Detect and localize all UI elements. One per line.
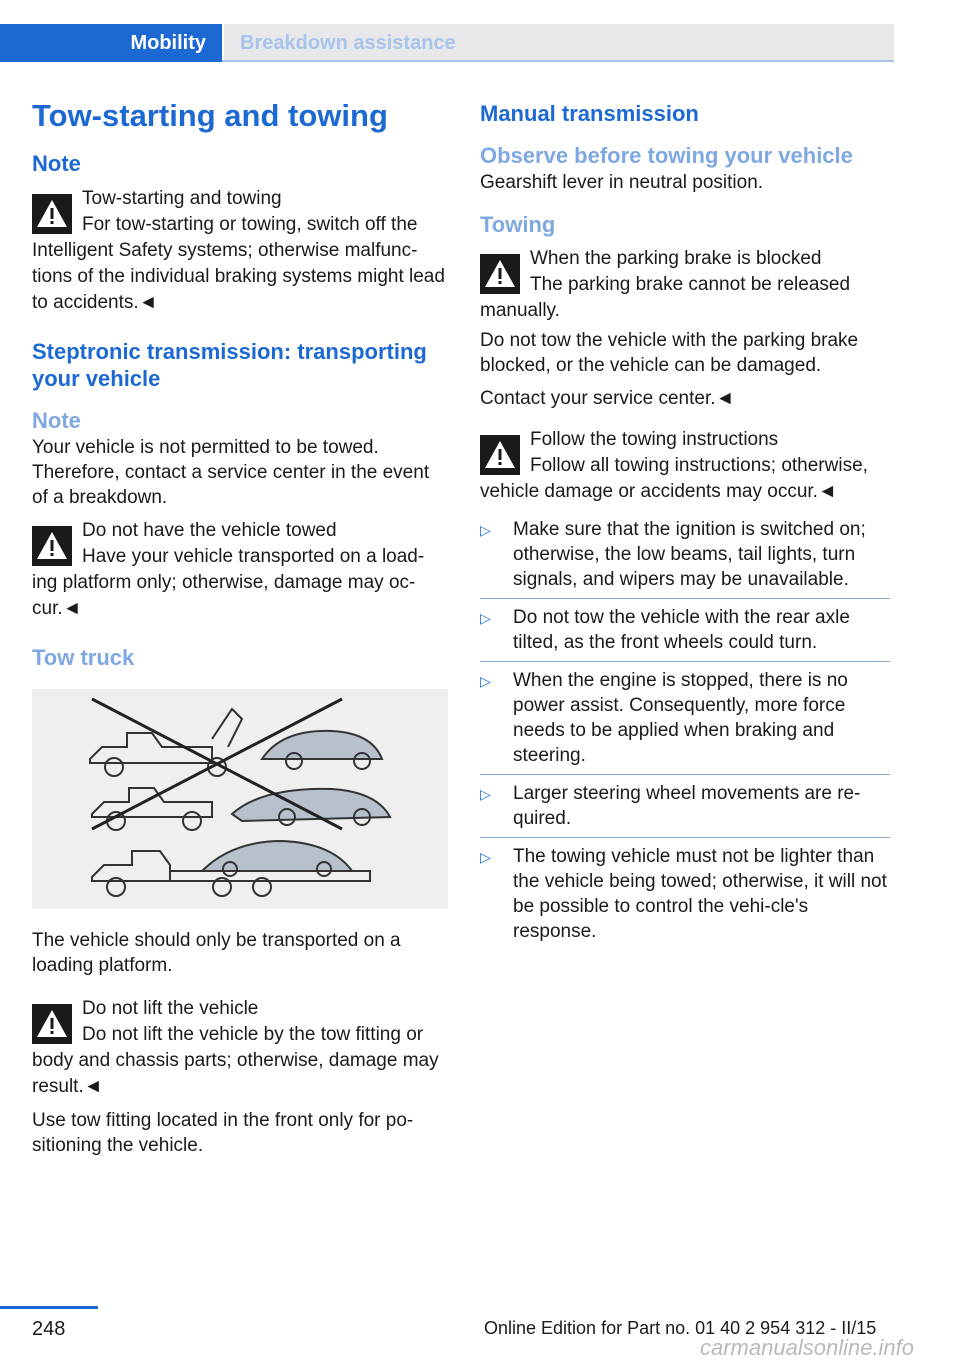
parking-brake-text-3: Contact your service center.◄ (480, 387, 735, 409)
list-item: ▷ Make sure that the ignition is switched on; otherwise, the low beams, tail lights, turn signals, and wipers may be unavailable. (480, 517, 890, 599)
warning-triangle-icon (32, 194, 72, 234)
left-column (32, 96, 448, 1166)
tow-fitting-text: Use tow fitting located in the front only for po-sitioning the vehicle. (32, 1109, 414, 1156)
section-tab-mobility: Mobility (0, 24, 222, 62)
warning-towing-instructions (480, 427, 890, 505)
bullet-triangle-icon: ▷ (480, 848, 491, 865)
parking-brake-text-2: Do not tow the vehicle with the parking brake blocked, or the vehicle can be damaged. (480, 329, 859, 376)
observe-text: Gearshift lever in neutral position. (480, 172, 764, 194)
warning-text: Do not lift the vehicle by the tow fitting or body and chassis parts; otherwise, damage may result.◄ (32, 1023, 439, 1097)
edition-note: Online Edition for Part no. 01 40 2 954 312 - II/15 (484, 1318, 877, 1338)
page-number: 248 (32, 1318, 66, 1340)
bullet-triangle-icon: ▷ (480, 672, 491, 689)
warning-text: For tow-starting or towing, switch off the Intelligent Safety systems; otherwise malfunc-tions of the individual braking systems might lead to accidents.◄ (32, 213, 445, 313)
watermark: carmanualsonline.info (700, 1335, 915, 1360)
steptronic-heading: Steptronic transmission: transporting your vehicle (32, 338, 427, 392)
warning-do-not-lift (32, 996, 448, 1100)
bullet-triangle-icon: ▷ (480, 609, 491, 626)
towing-bullet-list (480, 517, 890, 950)
header-rule (222, 60, 894, 62)
warning-triangle-icon (480, 435, 520, 475)
bullet-triangle-icon: ▷ (480, 785, 491, 802)
warning-title: Follow the towing instructions (530, 428, 779, 450)
observe-heading: Observe before towing your vehicle (480, 142, 853, 168)
warning-do-not-tow (32, 518, 448, 622)
warning-text: Follow all towing instructions; otherwise, vehicle damage or accidents may occur.◄ (480, 454, 868, 502)
list-item: ▷ Do not tow the vehicle with the rear axle tilted, as the front wheels could turn. (480, 605, 890, 662)
section-tab-breakdown-assistance: Breakdown assistance (224, 24, 894, 62)
footer-rule (0, 1306, 98, 1309)
warning-triangle-icon (32, 526, 72, 566)
note2-text: Your vehicle is not permitted to be towed. Therefore, contact a service center in the event of a breakdown. (32, 437, 430, 509)
tow-truck-illustration (32, 689, 448, 909)
warning-title: Tow-starting and towing (82, 187, 282, 209)
tow-truck-heading: Tow truck (32, 645, 135, 671)
warning-title: Do not have the vehicle towed (82, 520, 337, 542)
figure-caption: The vehicle should only be transported on a loading platform. (32, 929, 401, 976)
warning-triangle-icon (480, 254, 520, 294)
note2-heading: Note (32, 407, 81, 433)
manual-transmission-heading: Manual transmission (480, 101, 699, 126)
warning-text: The parking brake cannot be released manually. (480, 273, 851, 321)
bullet-triangle-icon: ▷ (480, 521, 491, 538)
list-item: ▷ The towing vehicle must not be lighter than the vehicle being towed; otherwise, it will not be possible to control the vehi-cle's response. (480, 845, 887, 942)
warning-title: When the parking brake is blocked (530, 247, 822, 269)
note-heading: Note (32, 151, 81, 177)
warning-tow-starting (32, 186, 448, 316)
warning-parking-brake (480, 246, 890, 324)
towing-heading: Towing (480, 212, 556, 238)
list-item: ▷ When the engine is stopped, there is no power assist. Consequently, more force needs to be applied when braking and steering. (480, 668, 890, 775)
warning-triangle-icon (32, 1004, 72, 1044)
right-column (480, 100, 890, 956)
page-title: Tow-starting and towing (32, 98, 388, 133)
list-item: ▷ Larger steering wheel movements are re-quired. (480, 781, 890, 838)
warning-title: Do not lift the vehicle (82, 997, 259, 1019)
warning-text: Have your vehicle transported on a load-ing platform only; otherwise, damage may oc-cur.◄ (32, 546, 425, 620)
